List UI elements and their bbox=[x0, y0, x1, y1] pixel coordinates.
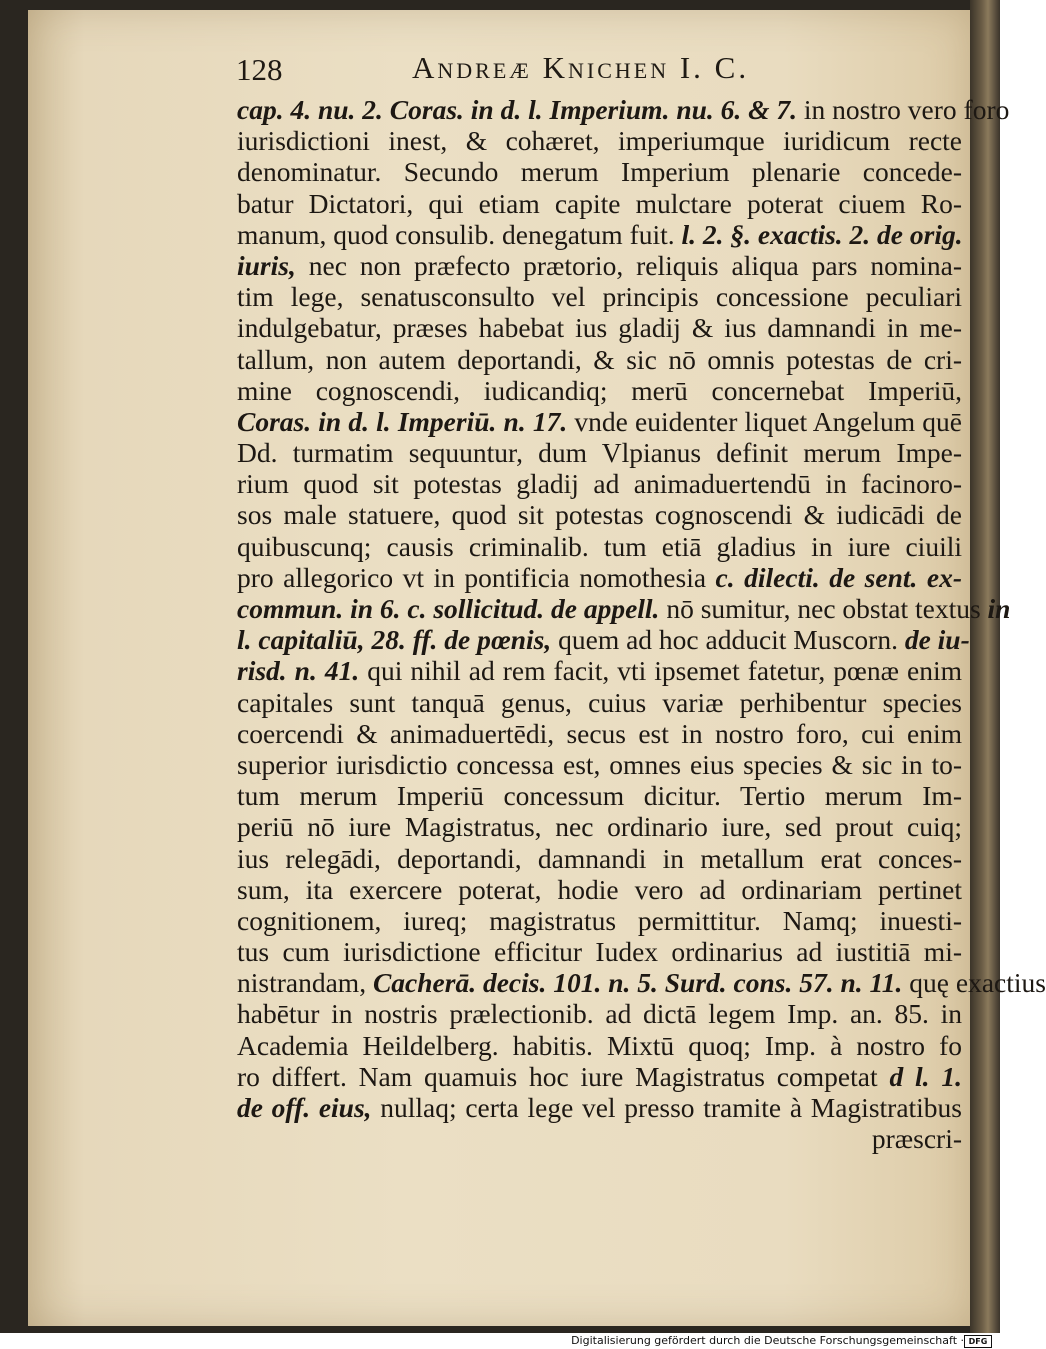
citation-text: l. 2. §. exactis. 2. de orig. bbox=[681, 218, 963, 250]
line-text: superior iurisdictio concessa est, omnes eius species & sic in to- bbox=[237, 748, 962, 780]
line-text: ius relegādi, deportandi, damnandi in metallum erat conces- bbox=[237, 842, 962, 874]
running-head: Andreæ Knichen I. C. bbox=[412, 50, 750, 85]
citation-text: Coras. in d. l. Imperiū. n. 17. bbox=[237, 405, 568, 437]
citation-text: de off. eius, bbox=[237, 1092, 372, 1123]
line-text: nō sumitur, nec obstat textus bbox=[659, 593, 988, 624]
line-text: tallum, non autem deportandi, & sic nō omnis potestas de cri- bbox=[237, 343, 962, 375]
line-text: quę exactius bbox=[902, 967, 1046, 999]
line-text: quibuscunq; causis criminalib. tum etiā gladius in iure ciuili bbox=[237, 530, 962, 562]
text-line bbox=[237, 1123, 962, 1154]
line-text: in nostro vero foro bbox=[797, 94, 1010, 125]
line-text: sum, ita exercere poterat, hodie vero ad ordinariam pertinet bbox=[237, 873, 962, 905]
text-line bbox=[237, 281, 962, 312]
text-line bbox=[237, 905, 962, 936]
text-line bbox=[237, 780, 962, 811]
text-line bbox=[237, 375, 962, 406]
funding-credit: Digitalisierung gefördert durch die Deutsche Forschungsgemeinschaft · bbox=[571, 1334, 964, 1347]
line-text: indulgebatur, præses habebat ius gladij & ius damnandi in me- bbox=[237, 312, 962, 344]
citation-text: commun. in 6. c. sollicitud. de appell. bbox=[237, 593, 660, 624]
body-text bbox=[237, 94, 1046, 1155]
text-line bbox=[237, 499, 962, 530]
text-line bbox=[237, 125, 962, 156]
line-text: denominatur. Secundo merum Imperium plenarie concede- bbox=[237, 156, 962, 188]
text-line bbox=[237, 531, 962, 562]
page-header bbox=[236, 50, 966, 94]
line-text: capitales sunt tanquā genus, cuius variæ perhibentur species bbox=[237, 686, 962, 718]
text-line bbox=[237, 655, 962, 686]
text-line bbox=[237, 967, 1046, 999]
text-line bbox=[237, 406, 962, 437]
text-line bbox=[237, 156, 962, 187]
line-text: mine cognoscendi, iudicandiq; merū concernebat Imperiū, bbox=[237, 374, 962, 406]
footer-bar bbox=[0, 1333, 1000, 1349]
line-text: nistrandam, bbox=[237, 967, 373, 999]
line-text: nullaq; certa lege vel presso tramite à Magistratibus bbox=[371, 1092, 963, 1123]
citation-text: de iu- bbox=[904, 624, 970, 656]
text-line bbox=[237, 250, 962, 281]
book-spine-edge bbox=[970, 0, 1000, 1333]
line-text: pro allegorico vt in pontificia nomothesia bbox=[237, 561, 716, 593]
line-text: habētur in nostris prælectionib. ad dictā legem Imp. an. 85. in bbox=[237, 998, 962, 1030]
line-text: Academia Heildelberg. habitis. Mixtū quoq; Imp. à nostro fo bbox=[237, 1029, 962, 1061]
text-line bbox=[237, 843, 962, 874]
text-line bbox=[237, 312, 962, 343]
line-text: manum, quod consulib. denegatum fuit. bbox=[237, 218, 682, 250]
citation-text: in bbox=[987, 593, 1011, 624]
text-line bbox=[237, 437, 962, 468]
dfg-logo: DFG bbox=[964, 1335, 992, 1348]
citation-text: c. dilecti. de sent. ex- bbox=[715, 561, 962, 593]
text-line bbox=[237, 874, 962, 905]
line-text: cognitionem, iureq; magistratus permittitur. Namq; inuesti- bbox=[237, 904, 962, 936]
citation-text: d l. 1. bbox=[889, 1060, 963, 1092]
text-line bbox=[237, 811, 962, 842]
text-line bbox=[237, 219, 962, 250]
text-line bbox=[237, 1092, 962, 1123]
line-text: Dd. turmatim sequuntur, dum Vlpianus definit merum Impe- bbox=[237, 437, 962, 469]
line-text: qui nihil ad rem facit, vti ipsemet fatetur, pœnæ enim bbox=[359, 655, 962, 687]
text-line bbox=[237, 749, 962, 780]
line-text: rium quod sit potestas gladij ad animaduertendū in facinoro- bbox=[237, 468, 962, 500]
line-text: præscri- bbox=[871, 1123, 962, 1155]
text-line bbox=[237, 562, 962, 593]
line-text: tim lege, senatusconsulto vel principis concessione peculiari bbox=[237, 281, 962, 313]
line-text: tum merum Imperiū concessum dicitur. Tertio merum Im- bbox=[237, 780, 962, 812]
text-line bbox=[237, 718, 962, 749]
citation-text: Cacherā. decis. 101. n. 5. Surd. cons. 57. n. 11. bbox=[372, 967, 903, 999]
text-line bbox=[237, 936, 962, 967]
line-text: iurisdictioni inest, & cohæret, imperiumque iuridicum recte bbox=[237, 125, 962, 157]
text-line bbox=[237, 593, 1011, 624]
text-line bbox=[237, 344, 962, 375]
line-text: vnde euidenter liquet Angelum quē bbox=[567, 405, 962, 437]
line-text: quem ad hoc adducit Muscorn. bbox=[551, 624, 905, 656]
text-line bbox=[237, 1061, 962, 1092]
citation-text: iuris, bbox=[237, 249, 296, 281]
text-line bbox=[237, 624, 970, 656]
citation-text: cap. 4. nu. 2. Coras. in d. l. Imperium. nu. 6. & 7. bbox=[237, 94, 798, 125]
page-number: 128 bbox=[236, 52, 283, 87]
line-text: sos male statuere, quod sit potestas cognoscendi & iudicādi de bbox=[237, 499, 962, 531]
text-line bbox=[237, 687, 962, 718]
line-text: periū nō iure Magistratus, nec ordinario iure, sed prout cuiq; bbox=[237, 811, 962, 843]
text-line bbox=[237, 1030, 962, 1061]
line-text: nec non præfecto prætorio, reliquis aliqua pars nomina- bbox=[295, 249, 962, 281]
citation-text: risd. n. 41. bbox=[237, 655, 360, 687]
citation-text: l. capitaliū, 28. ff. de pœnis, bbox=[237, 624, 552, 656]
text-line bbox=[237, 998, 962, 1029]
line-text: batur Dictatori, qui etiam capite mulctare poterat ciuem Ro- bbox=[237, 187, 962, 219]
line-text: tus cum iurisdictione efficitur Iudex ordinarius ad iustitiā mi- bbox=[237, 936, 962, 968]
text-line bbox=[237, 468, 962, 499]
text-line bbox=[237, 94, 1010, 125]
text-line bbox=[237, 188, 962, 219]
line-text: ro differt. Nam quamuis hoc iure Magistratus competat bbox=[237, 1060, 890, 1092]
line-text: coercendi & animaduertēdi, secus est in nostro foro, cui enim bbox=[237, 717, 962, 749]
